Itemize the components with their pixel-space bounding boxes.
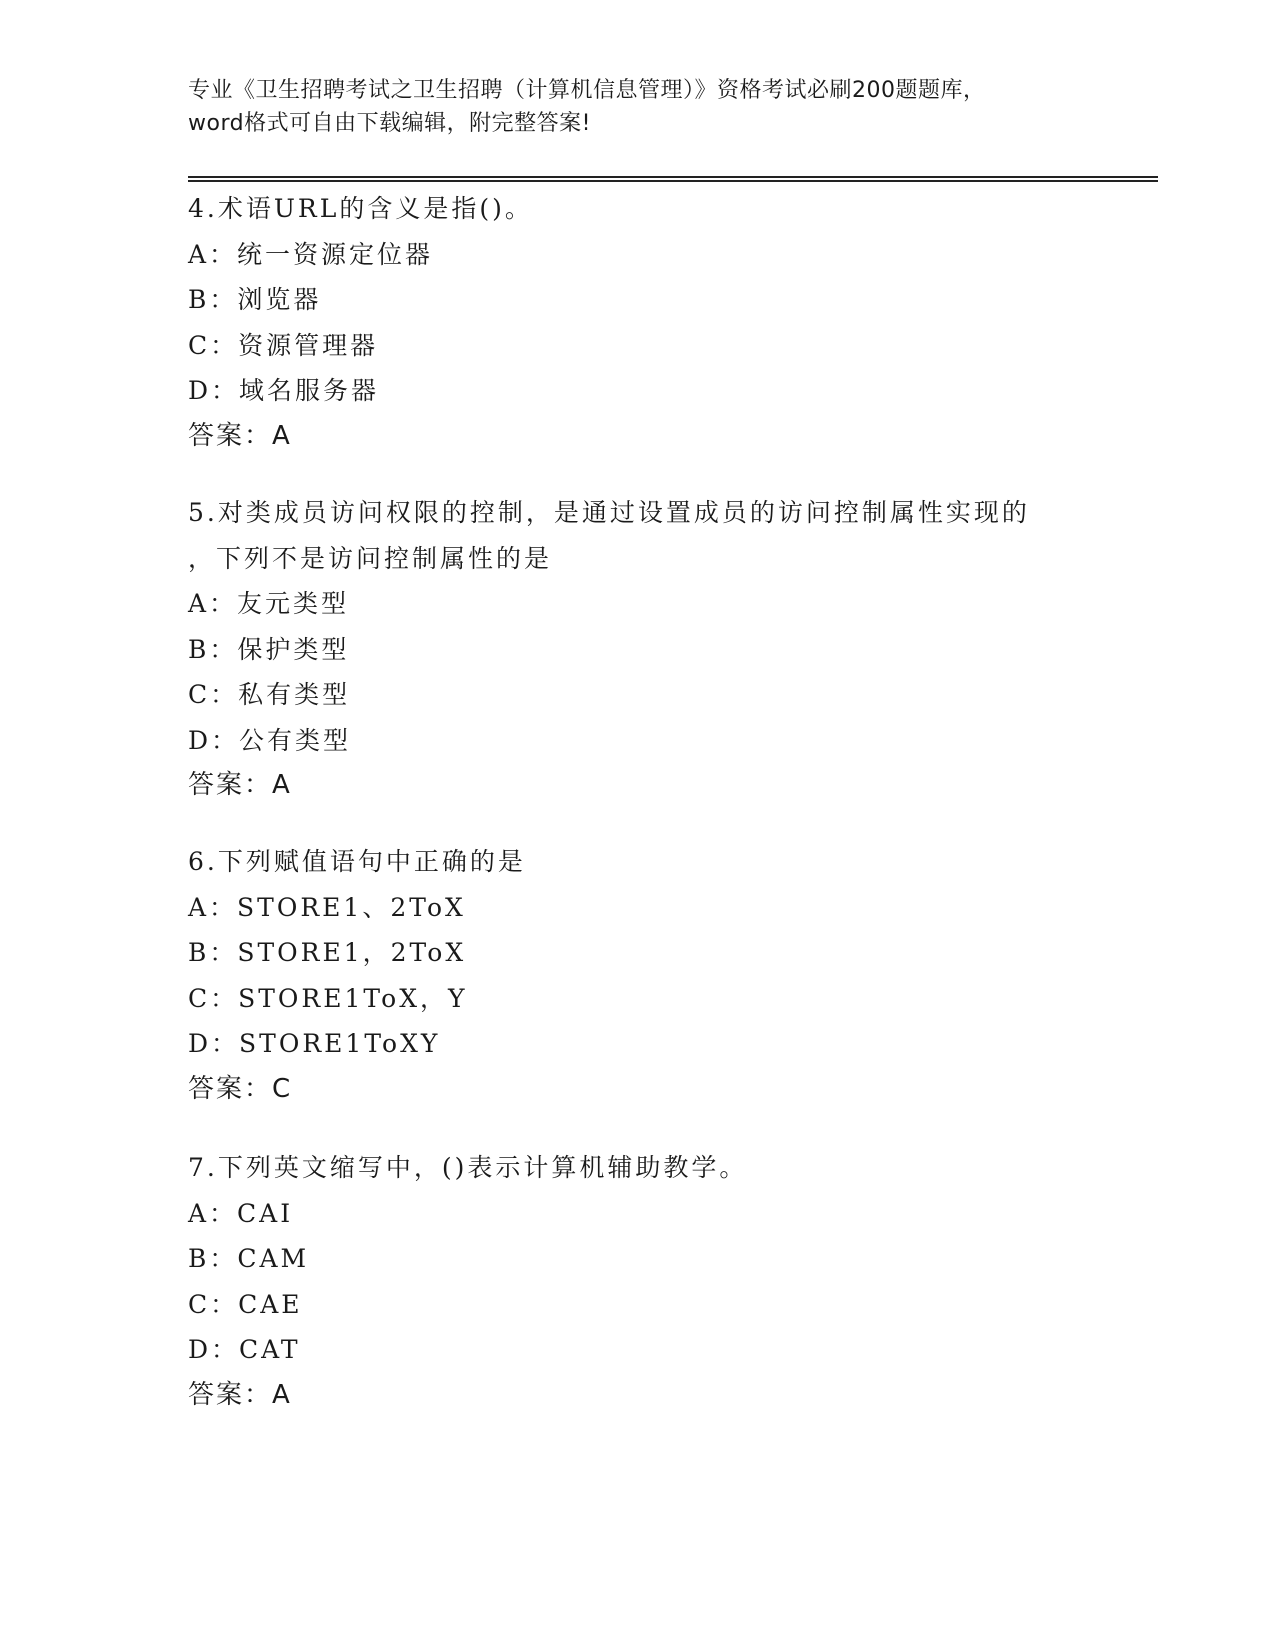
document-header (188, 74, 1088, 140)
option-d: D：域名服务器 (188, 376, 380, 405)
header-line-2: word格式可自由下载编辑，附完整答案! (188, 111, 591, 136)
question-stem: 6.下列赋值语句中正确的是 (188, 847, 526, 876)
question-stem: 7.下列英文缩写中，()表示计算机辅助教学。 (188, 1153, 748, 1182)
option-b: B：浏览器 (188, 285, 322, 314)
option-d: D：STORE1ToXY (188, 1029, 441, 1058)
header-divider (188, 176, 1158, 182)
answer: 答案：C (188, 1073, 293, 1104)
question-stem-continued: ，下列不是访问控制属性的是 (188, 543, 553, 573)
option-b: B：STORE1，2ToX (188, 938, 467, 967)
question-stem: 5.对类成员访问权限的控制，是通过设置成员的访问控制属性实现的 (188, 498, 1030, 527)
option-c: C：私有类型 (188, 680, 351, 709)
question-stem: 4.术语URL的含义是指()。 (188, 194, 533, 223)
option-d: D：CAT (188, 1335, 301, 1364)
option-c: C：STORE1ToX，Y (188, 983, 468, 1013)
option-c: C：CAE (188, 1289, 303, 1319)
option-b: B：CAM (188, 1244, 310, 1273)
question-block (188, 839, 1108, 1112)
question-block (188, 1145, 1108, 1418)
answer: 答案：A (188, 1379, 292, 1410)
answer: 答案：A (188, 420, 292, 451)
option-a: A：CAI (188, 1198, 294, 1228)
question-block (188, 490, 1108, 809)
option-a: A：STORE1、2ToX (188, 892, 466, 922)
header-line-1: 专业《卫生招聘考试之卫生招聘（计算机信息管理）》资格考试必刷200题题库， (188, 78, 986, 103)
option-d: D：公有类型 (188, 725, 352, 755)
option-a: A：统一资源定位器 (188, 239, 434, 269)
option-a: A：友元类型 (188, 589, 350, 618)
option-c: C：资源管理器 (188, 330, 379, 360)
question-block (188, 186, 1108, 459)
answer: 答案：A (188, 770, 292, 800)
option-b: B：保护类型 (188, 634, 350, 664)
